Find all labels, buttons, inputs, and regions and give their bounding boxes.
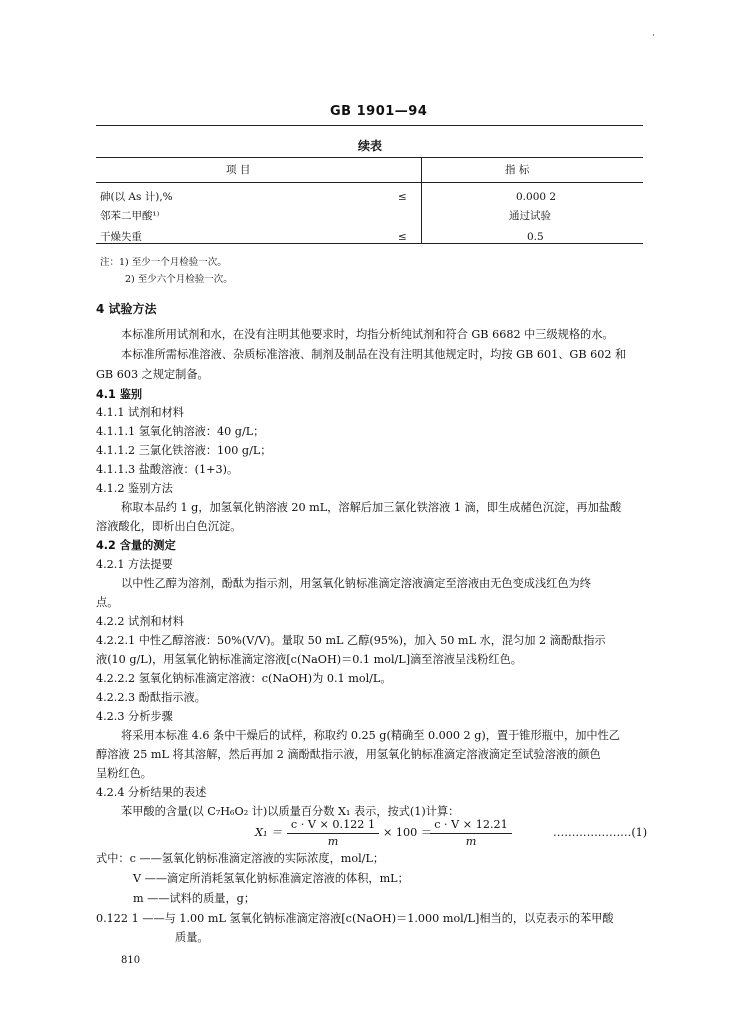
table-row-2-item: 邻苯二甲酸¹⁾ bbox=[100, 210, 160, 222]
table-note-1: 注：1) 至少一个月检验一次。 bbox=[100, 257, 227, 268]
table-row-3-item: 干燥失重 bbox=[100, 231, 142, 243]
formula-numerator-2: c · V × 12.21 bbox=[434, 818, 508, 831]
section-4-1-2-text-1: 称取本品约 1 g，加氢氧化钠溶液 20 mL，溶解后加三氯化铁溶液 1 滴，即生成赭色沉淀，再加盐酸 bbox=[121, 501, 622, 514]
section-4-1-1-1: 4.1.1.1 氢氧化钠溶液：40 g/L； bbox=[96, 425, 265, 438]
section-4-1-1-3: 4.1.1.3 盐酸溶液：(1+3)。 bbox=[96, 463, 239, 476]
section-4-2-1-text-2: 点。 bbox=[96, 596, 119, 609]
section-4-heading: 4 试验方法 bbox=[96, 302, 157, 316]
section-4-intro-2a: 本标准所需标准溶液、杂质标准溶液、制剂及制品在没有注明其他规定时，均按 GB 601、GB 602 和 bbox=[121, 348, 627, 361]
legend-m: m ——试料的质量，g； bbox=[133, 892, 256, 905]
section-4-2-3-text-2: 醇溶液 25 mL 将其溶解，然后再加 2 滴酚酞指示液，用氢氧化钠标准滴定溶液滴定至试验溶液的颜色 bbox=[96, 748, 601, 761]
section-4-2-2-1-text-2: 液(10 g/L)，用氢氧化钠标准滴定溶液[c(NaOH)＝0.1 mol/L]滴至溶液呈浅粉红色。 bbox=[96, 653, 522, 666]
section-4-2-heading: 4.2 含量的测定 bbox=[96, 539, 176, 552]
table-row-3-op: ≤ bbox=[398, 231, 407, 243]
formula-numerator-1: c · V × 0.122 1 bbox=[290, 818, 376, 831]
formula-fraction-bar-2 bbox=[430, 833, 512, 834]
legend-v: V ——滴定所消耗氢氧化钠标准滴定溶液的体积，mL； bbox=[133, 872, 409, 885]
corner-mark: · bbox=[652, 31, 655, 41]
section-4-2-4-heading: 4.2.4 分析结果的表述 bbox=[96, 786, 207, 799]
section-4-2-3-text-1: 将采用本标准 4.6 条中干燥后的试样，称取约 0.25 g(精确至 0.000 2 g)，置于锥形瓶中，加中性乙 bbox=[121, 729, 620, 742]
section-4-1-heading: 4.1 鉴别 bbox=[96, 388, 143, 401]
section-4-2-4-text: 苯甲酸的含量(以 C₇H₆O₂ 计)以质量百分数 X₁ 表示，按式(1)计算： bbox=[121, 805, 460, 818]
section-4-1-2-heading: 4.1.2 鉴别方法 bbox=[96, 482, 173, 495]
section-4-intro-2b: GB 603 之规定制备。 bbox=[96, 368, 209, 381]
section-4-2-3-heading: 4.2.3 分析步骤 bbox=[96, 710, 173, 723]
legend-constant-2: 质量。 bbox=[175, 931, 209, 944]
document-code: GB 1901—94 bbox=[330, 104, 428, 119]
formula-middle: × 100 ＝ bbox=[383, 826, 433, 839]
formula-fraction-bar-1 bbox=[287, 833, 379, 834]
formula-tag: …………………(1) bbox=[553, 826, 648, 839]
section-4-2-2-3: 4.2.2.3 酚酞指示液。 bbox=[96, 691, 206, 704]
section-4-2-2-heading: 4.2.2 试剂和材料 bbox=[96, 615, 184, 628]
section-4-2-1-heading: 4.2.1 方法提要 bbox=[96, 558, 173, 571]
header-rule bbox=[96, 125, 643, 126]
formula-denominator-1: m bbox=[327, 835, 339, 848]
formula-lhs: X₁ ＝ bbox=[255, 826, 283, 839]
page-number: 810 bbox=[121, 955, 141, 966]
table-header-spec: 指 标 bbox=[505, 164, 530, 176]
section-4-2-2-1-text-1: 4.2.2.1 中性乙醇溶液：50%(V/V)。量取 50 mL 乙醇(95%)，加入 50 mL 水，混匀加 2 滴酚酞指示 bbox=[96, 634, 606, 647]
section-4-intro-1: 本标准所用试剂和水，在没有注明其他要求时，均指分析纯试剂和符合 GB 6682 中三级规格的水。 bbox=[121, 328, 614, 341]
section-4-1-1-2: 4.1.1.2 三氯化铁溶液：100 g/L； bbox=[96, 444, 272, 457]
table-row-1-op: ≤ bbox=[398, 191, 407, 203]
table-bottom-rule bbox=[96, 243, 643, 244]
table-note-2: 2) 至少六个月检验一次。 bbox=[125, 274, 233, 285]
section-4-2-3-text-3: 呈粉红色。 bbox=[96, 767, 152, 780]
table-header-rule bbox=[96, 182, 643, 183]
table-row-1-item: 砷(以 As 计),% bbox=[100, 191, 173, 203]
table-row-2-spec: 通过试验 bbox=[509, 210, 551, 222]
table-header-item: 项 目 bbox=[226, 164, 251, 176]
legend-constant-1: 0.122 1 ——与 1.00 mL 氢氧化钠标准滴定溶液[c(NaOH)＝1.000 mol/L]相当的，以克表示的苯甲酸 bbox=[96, 912, 614, 925]
table-caption: 续表 bbox=[358, 139, 383, 153]
section-4-1-2-text-2: 溶液酸化，即析出白色沉淀。 bbox=[96, 520, 242, 533]
table-top-rule bbox=[96, 157, 643, 158]
formula-denominator-2: m bbox=[465, 835, 477, 848]
table-row-1-spec: 0.000 2 bbox=[516, 191, 557, 203]
table-row-3-spec: 0.5 bbox=[527, 231, 544, 243]
section-4-2-2-2: 4.2.2.2 氢氧化钠标准滴定溶液：c(NaOH)为 0.1 mol/L。 bbox=[96, 672, 392, 685]
section-4-2-1-text-1: 以中性乙醇为溶剂，酚酞为指示剂，用氢氧化钠标准滴定溶液滴定至溶液由无色变成浅红色为终 bbox=[121, 577, 591, 590]
section-4-1-1-heading: 4.1.1 试剂和材料 bbox=[96, 406, 184, 419]
legend-c: 式中：c ——氢氧化钠标准滴定溶液的实际浓度，mol/L； bbox=[96, 852, 385, 865]
table-column-divider bbox=[421, 157, 422, 243]
